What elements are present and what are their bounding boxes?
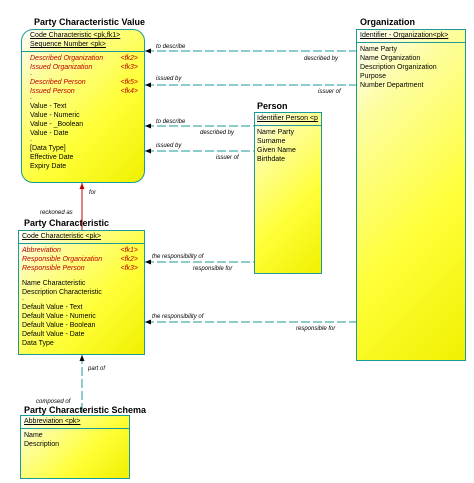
pcv-key-area [22,30,144,52]
person-attr-row: Given Name [257,147,296,154]
org-issue-to-label: issuer of [318,89,341,95]
arrow-head-person-resp [145,260,151,265]
person-describe-to-label: described by [200,130,235,136]
pcv-separator-dot: . [30,136,32,143]
pcv-attr-row: Expiry Date [30,163,67,170]
pc-attr-row: Default Value - Numeric [22,313,96,320]
pcv-fk-tag: <fk3> [120,64,138,71]
pcs-key-row: Abbreviation <pk> [24,418,81,425]
person-resp-from-label: the responsibility of [152,254,204,260]
pc-title: Party Characteristic [24,218,110,228]
pc-key-text: Code Characteristic [22,233,84,240]
arrow-head-org-issue [145,83,151,88]
arrow-head-schema [80,355,85,361]
person-resp-to-label: responsible for [193,266,233,272]
person-attr-row: Name Party [257,129,294,136]
pcv-fk-text: Issued Organization [30,64,93,71]
org-resp-from-label: the responsibility of [152,314,204,320]
organization-attr-row: Description Organization [360,64,437,71]
reckon-to-label: reckoned as [40,210,73,216]
pcv-fk-tag: <fk4> [120,88,138,95]
pc-separator-dot: . [22,295,24,302]
pcv-attr-row: [Data Type] [30,145,66,152]
arrow-head-org-resp [145,320,151,325]
organization-attributes [357,43,465,90]
organization-attr-row: Purpose [360,73,387,80]
reckon-from-label: for [89,190,97,196]
pcv-key-tag: <pk,fk1> [93,32,121,39]
person-attr-row: Birthdate [257,156,286,163]
person-key-row: Identifier Person <p [257,115,318,122]
pcv-key-row [22,31,144,40]
pcv-attr-row: Effective Date [30,154,74,161]
person-entity[interactable] [254,112,322,274]
pc-fk-text: Responsible Organization [22,256,103,263]
organization-title: Organization [360,17,416,27]
pcs-attributes [21,429,129,449]
pcv-fk-row [22,63,144,72]
org-issue-from-label: issued by [156,76,182,82]
pcv-fk-row [22,87,144,96]
pcs-attr-row: Name [24,432,43,439]
pc-attr-row: Default Value - Date [22,331,85,338]
pcv-attr-row: Value - Text [30,103,67,110]
pc-attr-row: Name Characteristic [22,280,86,287]
org-describe-to-label: described by [304,56,339,62]
pcs-attr-row: Description [24,441,60,448]
org-describe-from-label: to describe [156,44,186,50]
pcv-attributes [22,52,144,171]
pc-fk-tag: <fk2> [120,256,138,263]
pcv-title: Party Characteristic Value [34,17,146,27]
pc-fk-row [19,255,144,264]
pcv-fk-text: Issued Person [30,88,75,95]
pcv-attr-row: Value - Numeric [30,112,80,119]
person-issue-from-label: issued by [156,143,182,149]
pcv-separator-dot: . [30,94,32,101]
pcv-key-tag: <pk> [90,41,106,48]
person-issue-to-label: issuer of [216,155,239,161]
organization-attr-row: Name Party [360,46,397,53]
pcs-key-area [21,416,129,429]
person-attr-row: Surname [257,138,286,145]
org-resp-to-label: responsible for [296,326,336,332]
pcv-fk-text: Described Person [30,79,86,86]
pc-fk-text: Abbreviation [22,247,61,254]
person-title: Person [257,101,288,111]
schema-to-label: composed of [36,399,71,405]
pcv-entity[interactable] [21,29,145,183]
organization-attr-row: Name Organization [360,55,421,62]
organization-key-area [357,30,465,43]
arrow-head-org-describe [145,49,151,54]
organization-key-row: Identifier - Organization<pk> [360,32,449,39]
pc-attributes [19,244,144,348]
pcs-title: Party Characteristic Schema [24,405,147,415]
pc-fk-tag: <fk1> [120,247,138,254]
pcv-separator-dot: . [30,70,32,77]
pc-fk-row [19,264,144,273]
pcv-fk-tag: <fk5> [120,79,138,86]
pc-attr-row: Data Type [22,340,54,347]
pc-fk-tag: <fk3> [120,265,138,272]
arrow-head-person-issue [145,149,151,154]
person-attributes [255,126,321,164]
pcv-fk-tag: <fk2> [120,55,138,62]
pcv-fk-text: Described Organization [30,55,104,62]
pc-key-row [19,232,144,241]
organization-entity[interactable] [356,29,466,361]
pc-fk-text: Responsible Person [22,265,85,272]
pc-fk-row [19,246,144,255]
pcs-entity[interactable] [20,415,130,479]
arrow-head-reckon [80,183,85,189]
person-describe-from-label: to describe [156,119,186,125]
pcv-key-text: Sequence Number [30,41,89,48]
schema-from-label: part of [88,366,106,372]
pcv-attr-row: Value - _Boolean [30,121,84,128]
organization-attr-row: Number Department [360,82,424,89]
pc-key-tag: <pk> [85,233,101,240]
pc-key-area [19,231,144,244]
pcv-fk-row [22,54,144,63]
person-key-area [255,113,321,126]
pc-attr-row: Description Characteristic [22,289,102,296]
pc-attr-row: Default Value - Text [22,304,83,311]
pcv-fk-row [22,78,144,87]
pcv-attr-row: Value - Date [30,130,69,137]
pc-entity[interactable] [18,230,145,355]
arrow-head-person-describe [145,124,151,129]
pcv-key-text: Code Characteristic [30,32,92,39]
pcv-key-row [22,40,144,49]
pc-attr-row: Default Value - Boolean [22,322,96,329]
